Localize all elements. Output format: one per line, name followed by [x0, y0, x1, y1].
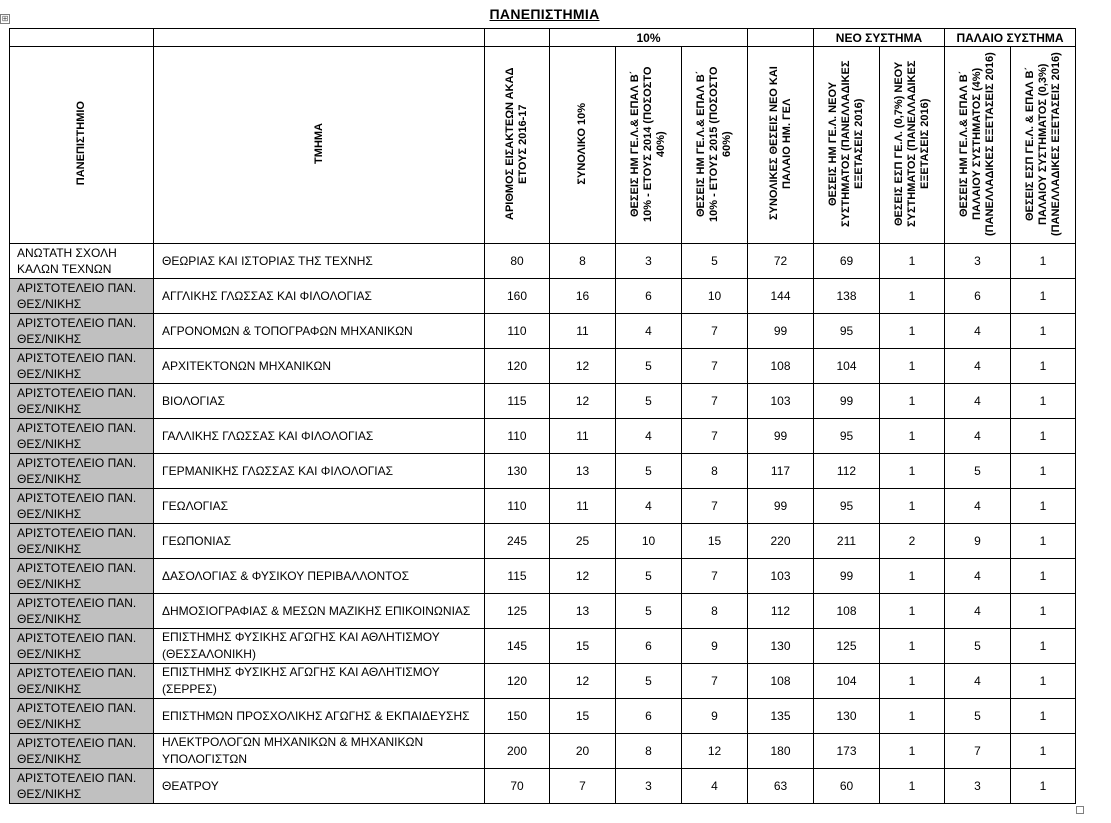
- admitted-cell: 130: [485, 454, 550, 489]
- pos2014-cell: 6: [616, 279, 682, 314]
- column-header-label: ΘΕΣΕΙΣ ΕΣΠ ΓΕ.Λ. & ΕΠΑΛ Β΄ ΠΑΛΑΙΟΥ ΣΥΣΤΗΜΑΤΟΣ (0,3%) (ΠΑΝΕΛΛΑΔΙΚΕΣ ΕΞΕΤΑΣΕΙΣ 2016): [1023, 51, 1062, 236]
- admissions-table: [9, 28, 1076, 804]
- new-gel-cell: 99: [814, 559, 880, 594]
- old-esp-cell: 1: [1011, 454, 1076, 489]
- table-row: [10, 384, 1076, 419]
- total10-cell: 12: [550, 664, 616, 699]
- column-header-department: [154, 47, 485, 244]
- pos2015-cell: 7: [682, 664, 748, 699]
- old-esp-cell: 1: [1011, 664, 1076, 699]
- old-gel-cell: 4: [945, 559, 1011, 594]
- university-cell: ΑΡΙΣΤΟΤΕΛΕΙΟ ΠΑΝ. ΘΕΣ/ΝΙΚΗΣ: [10, 699, 154, 734]
- total-new-old-cell: 135: [748, 699, 814, 734]
- university-cell: ΑΡΙΣΤΟΤΕΛΕΙΟ ΠΑΝ. ΘΕΣ/ΝΙΚΗΣ: [10, 349, 154, 384]
- admitted-cell: 115: [485, 559, 550, 594]
- total-new-old-cell: 99: [748, 314, 814, 349]
- pos2014-cell: 8: [616, 734, 682, 769]
- university-cell: ΑΡΙΣΤΟΤΕΛΕΙΟ ΠΑΝ. ΘΕΣ/ΝΙΚΗΣ: [10, 384, 154, 419]
- total-new-old-cell: 220: [748, 524, 814, 559]
- university-cell: ΑΡΙΣΤΟΤΕΛΕΙΟ ΠΑΝ. ΘΕΣ/ΝΙΚΗΣ: [10, 314, 154, 349]
- column-header-label: ΘΕΣΕΙΣ ΗΜ ΓΕ.Λ. ΝΕΟΥ ΣΥΣΤΗΜΑΤΟΣ (ΠΑΝΕΛΛΑΔΙΚΕΣ ΕΞΕΤΑΣΕΙΣ 2016): [827, 60, 865, 227]
- total-new-old-cell: 72: [748, 244, 814, 279]
- table-body: [10, 244, 1076, 804]
- column-header-label: ΣΥΝΟΛΙΚΟ 10%: [576, 102, 588, 185]
- admitted-cell: 125: [485, 594, 550, 629]
- department-cell: ΘΕΩΡΙΑΣ ΚΑΙ ΙΣΤΟΡΙΑΣ ΤΗΣ ΤΕΧΝΗΣ: [154, 244, 485, 279]
- new-esp-cell: 1: [880, 279, 945, 314]
- total-new-old-cell: 103: [748, 559, 814, 594]
- table-move-handle-icon[interactable]: ⊞: [1, 14, 9, 23]
- admitted-cell: 115: [485, 384, 550, 419]
- pos2014-cell: 6: [616, 699, 682, 734]
- table-row: [10, 489, 1076, 524]
- old-esp-cell: 1: [1011, 559, 1076, 594]
- department-cell: ΓΑΛΛΙΚΗΣ ΓΛΩΣΣΑΣ ΚΑΙ ΦΙΛΟΛΟΓΙΑΣ: [154, 419, 485, 454]
- column-header-label: ΤΜΗΜΑ: [312, 123, 325, 164]
- group-header-empty: [485, 29, 550, 47]
- new-gel-cell: 95: [814, 489, 880, 524]
- total-new-old-cell: 130: [748, 629, 814, 664]
- new-esp-cell: 1: [880, 769, 945, 804]
- column-header-label: ΘΕΣΕΙΣ ΗΜ ΓΕ.Λ.& ΕΠΑΛ Β΄ ΠΑΛΑΙΟΥ ΣΥΣΤΗΜΑΤΟΣ (4%) (ΠΑΝΕΛΛΑΔΙΚΕΣ ΕΞΕΤΑΣΕΙΣ 2016): [958, 51, 996, 236]
- table-row: [10, 244, 1076, 279]
- department-cell: ΔΗΜΟΣΙΟΓΡΑΦΙΑΣ & ΜΕΣΩΝ ΜΑΖΙΚΗΣ ΕΠΙΚΟΙΝΩΝΙΑΣ: [154, 594, 485, 629]
- column-header-new-esp: [880, 47, 945, 244]
- pos2015-cell: 7: [682, 349, 748, 384]
- column-header-row: [10, 47, 1076, 244]
- department-cell: ΗΛΕΚΤΡΟΛΟΓΩΝ ΜΗΧΑΝΙΚΩΝ & ΜΗΧΑΝΙΚΩΝ ΥΠΟΛΟΓΙΣΤΩΝ: [154, 734, 485, 769]
- department-cell: ΕΠΙΣΤΗΜΗΣ ΦΥΣΙΚΗΣ ΑΓΩΓΗΣ ΚΑΙ ΑΘΛΗΤΙΣΜΟΥ (ΘΕΣΣΑΛΟΝΙΚΗ): [154, 629, 485, 664]
- group-header-empty: [10, 29, 154, 47]
- column-header-label: ΘΕΣΕΙΣ ΗΜ ΓΕ.Λ.& ΕΠΑΛ Β΄ 10% - ΕΤΟΥΣ 2014 (ΠΟΣΟΣΤΟ 40%): [629, 65, 667, 222]
- old-esp-cell: 1: [1011, 489, 1076, 524]
- old-esp-cell: 1: [1011, 629, 1076, 664]
- new-esp-cell: 1: [880, 454, 945, 489]
- new-esp-cell: 1: [880, 419, 945, 454]
- new-gel-cell: 60: [814, 769, 880, 804]
- column-header-label: ΑΡΙΘΜΟΣ ΕΙΣΑΚΤΕΩΝ ΑΚΑΔ ΕΤΟΥΣ 2016-17: [504, 67, 529, 220]
- admitted-cell: 120: [485, 664, 550, 699]
- pos2014-cell: 5: [616, 559, 682, 594]
- pos2015-cell: 8: [682, 454, 748, 489]
- total10-cell: 15: [550, 699, 616, 734]
- pos2014-cell: 5: [616, 594, 682, 629]
- department-cell: ΔΑΣΟΛΟΓΙΑΣ & ΦΥΣΙΚΟΥ ΠΕΡΙΒΑΛΛΟΝΤΟΣ: [154, 559, 485, 594]
- pos2015-cell: 9: [682, 629, 748, 664]
- old-gel-cell: 3: [945, 244, 1011, 279]
- admitted-cell: 200: [485, 734, 550, 769]
- table-resize-handle[interactable]: [1076, 806, 1084, 814]
- table-row: [10, 769, 1076, 804]
- admitted-cell: 145: [485, 629, 550, 664]
- old-gel-cell: 9: [945, 524, 1011, 559]
- old-gel-cell: 5: [945, 629, 1011, 664]
- new-gel-cell: 104: [814, 349, 880, 384]
- admitted-cell: 245: [485, 524, 550, 559]
- new-gel-cell: 125: [814, 629, 880, 664]
- old-esp-cell: 1: [1011, 524, 1076, 559]
- department-cell: ΓΕΩΛΟΓΙΑΣ: [154, 489, 485, 524]
- table-row: [10, 279, 1076, 314]
- table-row: [10, 734, 1076, 769]
- total10-cell: 12: [550, 384, 616, 419]
- total10-cell: 8: [550, 244, 616, 279]
- department-cell: ΕΠΙΣΤΗΜΩΝ ΠΡΟΣΧΟΛΙΚΗΣ ΑΓΩΓΗΣ & ΕΚΠΑΙΔΕΥΣΗΣ: [154, 699, 485, 734]
- old-esp-cell: 1: [1011, 279, 1076, 314]
- new-gel-cell: 130: [814, 699, 880, 734]
- department-cell: ΑΓΓΛΙΚΗΣ ΓΛΩΣΣΑΣ ΚΑΙ ΦΙΛΟΛΟΓΙΑΣ: [154, 279, 485, 314]
- pos2014-cell: 5: [616, 384, 682, 419]
- university-cell: ΑΡΙΣΤΟΤΕΛΕΙΟ ΠΑΝ. ΘΕΣ/ΝΙΚΗΣ: [10, 629, 154, 664]
- group-header-row: [10, 29, 1076, 47]
- column-header-label: ΘΕΣΕΙΣ ΗΜ ΓΕ.Λ.& ΕΠΑΛ Β΄ 10% - ΕΤΟΥΣ 2015 (ΠΟΣΟΣΤΟ 60%): [695, 65, 733, 222]
- old-gel-cell: 3: [945, 769, 1011, 804]
- department-cell: ΓΕΡΜΑΝΙΚΗΣ ΓΛΩΣΣΑΣ ΚΑΙ ΦΙΛΟΛΟΓΙΑΣ: [154, 454, 485, 489]
- table-row: [10, 559, 1076, 594]
- total10-cell: 25: [550, 524, 616, 559]
- university-cell: ΑΡΙΣΤΟΤΕΛΕΙΟ ΠΑΝ. ΘΕΣ/ΝΙΚΗΣ: [10, 489, 154, 524]
- admitted-cell: 110: [485, 314, 550, 349]
- university-cell: ΑΡΙΣΤΟΤΕΛΕΙΟ ΠΑΝ. ΘΕΣ/ΝΙΚΗΣ: [10, 559, 154, 594]
- pos2015-cell: 10: [682, 279, 748, 314]
- new-esp-cell: 1: [880, 699, 945, 734]
- old-esp-cell: 1: [1011, 314, 1076, 349]
- university-cell: ΑΡΙΣΤΟΤΕΛΕΙΟ ΠΑΝ. ΘΕΣ/ΝΙΚΗΣ: [10, 734, 154, 769]
- new-esp-cell: 1: [880, 559, 945, 594]
- pos2015-cell: 15: [682, 524, 748, 559]
- pos2015-cell: 7: [682, 314, 748, 349]
- column-header-new-gel: [814, 47, 880, 244]
- old-esp-cell: 1: [1011, 419, 1076, 454]
- column-header-total-new-old: [748, 47, 814, 244]
- old-esp-cell: 1: [1011, 734, 1076, 769]
- table-row: [10, 594, 1076, 629]
- admitted-cell: 150: [485, 699, 550, 734]
- department-cell: ΑΡΧΙΤΕΚΤΟΝΩΝ ΜΗΧΑΝΙΚΩΝ: [154, 349, 485, 384]
- column-header-label: ΣΥΝΟΛΙΚΕΣ ΘΕΣΕΙΣ ΝΕΟ ΚΑΙ ΠΑΛΑΙΟ ΗΜ. ΓΕΛ: [767, 66, 793, 221]
- column-header-old-gel: [945, 47, 1011, 244]
- total-new-old-cell: 99: [748, 489, 814, 524]
- university-cell: ΑΡΙΣΤΟΤΕΛΕΙΟ ΠΑΝ. ΘΕΣ/ΝΙΚΗΣ: [10, 524, 154, 559]
- old-gel-cell: 4: [945, 384, 1011, 419]
- pos2014-cell: 5: [616, 664, 682, 699]
- admitted-cell: 70: [485, 769, 550, 804]
- page-title: ΠΑΝΕΠΙΣΤΗΜΙΑ: [489, 6, 600, 22]
- university-cell: ΑΡΙΣΤΟΤΕΛΕΙΟ ΠΑΝ. ΘΕΣ/ΝΙΚΗΣ: [10, 279, 154, 314]
- column-header-university: [10, 47, 154, 244]
- new-esp-cell: 1: [880, 384, 945, 419]
- column-header-pos2014: [616, 47, 682, 244]
- new-esp-cell: 1: [880, 489, 945, 524]
- column-header-label: ΘΕΣΕΙΣ ΕΣΠ ΓΕ.Λ. (0,7%) ΝΕΟΥ ΣΥΣΤΗΜΑΤΟΣ (ΠΑΝΕΛΛΑΔΙΚΕΣ ΕΞΕΤΑΣΕΙΣ 2016): [892, 60, 931, 227]
- admitted-cell: 110: [485, 489, 550, 524]
- total-new-old-cell: 144: [748, 279, 814, 314]
- old-esp-cell: 1: [1011, 594, 1076, 629]
- total10-cell: 13: [550, 594, 616, 629]
- old-gel-cell: 7: [945, 734, 1011, 769]
- table-row: [10, 419, 1076, 454]
- new-gel-cell: 95: [814, 419, 880, 454]
- total10-cell: 7: [550, 769, 616, 804]
- column-header-old-esp: [1011, 47, 1076, 244]
- group-header-new-system: ΝΕΟ ΣΥΣΤΗΜΑ: [814, 29, 945, 47]
- department-cell: ΕΠΙΣΤΗΜΗΣ ΦΥΣΙΚΗΣ ΑΓΩΓΗΣ ΚΑΙ ΑΘΛΗΤΙΣΜΟΥ (ΣΕΡΡΕΣ): [154, 664, 485, 699]
- total10-cell: 11: [550, 314, 616, 349]
- pos2015-cell: 4: [682, 769, 748, 804]
- new-esp-cell: 1: [880, 349, 945, 384]
- old-gel-cell: 6: [945, 279, 1011, 314]
- old-esp-cell: 1: [1011, 384, 1076, 419]
- new-gel-cell: 138: [814, 279, 880, 314]
- old-gel-cell: 5: [945, 454, 1011, 489]
- university-cell: ΑΝΩΤΑΤΗ ΣΧΟΛΗ ΚΑΛΩΝ ΤΕΧΝΩΝ: [10, 244, 154, 279]
- total10-cell: 12: [550, 559, 616, 594]
- new-esp-cell: 2: [880, 524, 945, 559]
- table-row: [10, 699, 1076, 734]
- old-esp-cell: 1: [1011, 769, 1076, 804]
- table-row: [10, 524, 1076, 559]
- pos2014-cell: 4: [616, 314, 682, 349]
- new-gel-cell: 69: [814, 244, 880, 279]
- pos2014-cell: 6: [616, 629, 682, 664]
- new-gel-cell: 99: [814, 384, 880, 419]
- pos2015-cell: 9: [682, 699, 748, 734]
- admitted-cell: 80: [485, 244, 550, 279]
- department-cell: ΒΙΟΛΟΓΙΑΣ: [154, 384, 485, 419]
- old-gel-cell: 4: [945, 419, 1011, 454]
- old-gel-cell: 5: [945, 699, 1011, 734]
- admitted-cell: 120: [485, 349, 550, 384]
- university-cell: ΑΡΙΣΤΟΤΕΛΕΙΟ ΠΑΝ. ΘΕΣ/ΝΙΚΗΣ: [10, 594, 154, 629]
- new-esp-cell: 1: [880, 244, 945, 279]
- total10-cell: 20: [550, 734, 616, 769]
- old-esp-cell: 1: [1011, 244, 1076, 279]
- new-gel-cell: 211: [814, 524, 880, 559]
- total-new-old-cell: 99: [748, 419, 814, 454]
- new-gel-cell: 104: [814, 664, 880, 699]
- department-cell: ΘΕΑΤΡΟΥ: [154, 769, 485, 804]
- pos2015-cell: 7: [682, 419, 748, 454]
- department-cell: ΑΓΡΟΝΟΜΩΝ & ΤΟΠΟΓΡΑΦΩΝ ΜΗΧΑΝΙΚΩΝ: [154, 314, 485, 349]
- old-esp-cell: 1: [1011, 349, 1076, 384]
- table-row: [10, 454, 1076, 489]
- column-header-admitted: [485, 47, 550, 244]
- new-esp-cell: 1: [880, 314, 945, 349]
- total-new-old-cell: 103: [748, 384, 814, 419]
- new-gel-cell: 108: [814, 594, 880, 629]
- old-esp-cell: 1: [1011, 699, 1076, 734]
- pos2014-cell: 5: [616, 454, 682, 489]
- new-gel-cell: 173: [814, 734, 880, 769]
- department-cell: ΓΕΩΠΟΝΙΑΣ: [154, 524, 485, 559]
- pos2014-cell: 4: [616, 419, 682, 454]
- pos2015-cell: 7: [682, 384, 748, 419]
- new-gel-cell: 95: [814, 314, 880, 349]
- column-header-label: ΠΑΝΕΠΙΣΤΗΜΙΟ: [75, 101, 87, 186]
- pos2014-cell: 3: [616, 244, 682, 279]
- new-esp-cell: 1: [880, 629, 945, 664]
- group-header-empty: [154, 29, 485, 47]
- university-cell: ΑΡΙΣΤΟΤΕΛΕΙΟ ΠΑΝ. ΘΕΣ/ΝΙΚΗΣ: [10, 769, 154, 804]
- admitted-cell: 160: [485, 279, 550, 314]
- old-gel-cell: 4: [945, 594, 1011, 629]
- university-cell: ΑΡΙΣΤΟΤΕΛΕΙΟ ΠΑΝ. ΘΕΣ/ΝΙΚΗΣ: [10, 419, 154, 454]
- new-esp-cell: 1: [880, 664, 945, 699]
- admitted-cell: 110: [485, 419, 550, 454]
- column-header-total10: [550, 47, 616, 244]
- pos2014-cell: 4: [616, 489, 682, 524]
- total10-cell: 11: [550, 489, 616, 524]
- table-row: [10, 349, 1076, 384]
- pos2015-cell: 5: [682, 244, 748, 279]
- pos2015-cell: 8: [682, 594, 748, 629]
- group-header-10pct: 10%: [550, 29, 748, 47]
- old-gel-cell: 4: [945, 314, 1011, 349]
- total-new-old-cell: 117: [748, 454, 814, 489]
- old-gel-cell: 4: [945, 664, 1011, 699]
- total-new-old-cell: 112: [748, 594, 814, 629]
- total-new-old-cell: 180: [748, 734, 814, 769]
- new-esp-cell: 1: [880, 734, 945, 769]
- university-cell: ΑΡΙΣΤΟΤΕΛΕΙΟ ΠΑΝ. ΘΕΣ/ΝΙΚΗΣ: [10, 454, 154, 489]
- column-header-pos2015: [682, 47, 748, 244]
- new-gel-cell: 112: [814, 454, 880, 489]
- pos2014-cell: 3: [616, 769, 682, 804]
- group-header-old-system: ΠΑΛΑΙΟ ΣΥΣΤΗΜΑ: [945, 29, 1076, 47]
- total10-cell: 12: [550, 349, 616, 384]
- university-cell: ΑΡΙΣΤΟΤΕΛΕΙΟ ΠΑΝ. ΘΕΣ/ΝΙΚΗΣ: [10, 664, 154, 699]
- pos2015-cell: 7: [682, 489, 748, 524]
- old-gel-cell: 4: [945, 489, 1011, 524]
- table-row: [10, 664, 1076, 699]
- total-new-old-cell: 63: [748, 769, 814, 804]
- total10-cell: 13: [550, 454, 616, 489]
- total10-cell: 16: [550, 279, 616, 314]
- pos2014-cell: 10: [616, 524, 682, 559]
- pos2015-cell: 7: [682, 559, 748, 594]
- table-row: [10, 314, 1076, 349]
- group-header-empty: [748, 29, 814, 47]
- total-new-old-cell: 108: [748, 349, 814, 384]
- total10-cell: 15: [550, 629, 616, 664]
- new-esp-cell: 1: [880, 594, 945, 629]
- old-gel-cell: 4: [945, 349, 1011, 384]
- total10-cell: 11: [550, 419, 616, 454]
- pos2015-cell: 12: [682, 734, 748, 769]
- total-new-old-cell: 108: [748, 664, 814, 699]
- table-row: [10, 629, 1076, 664]
- pos2014-cell: 5: [616, 349, 682, 384]
